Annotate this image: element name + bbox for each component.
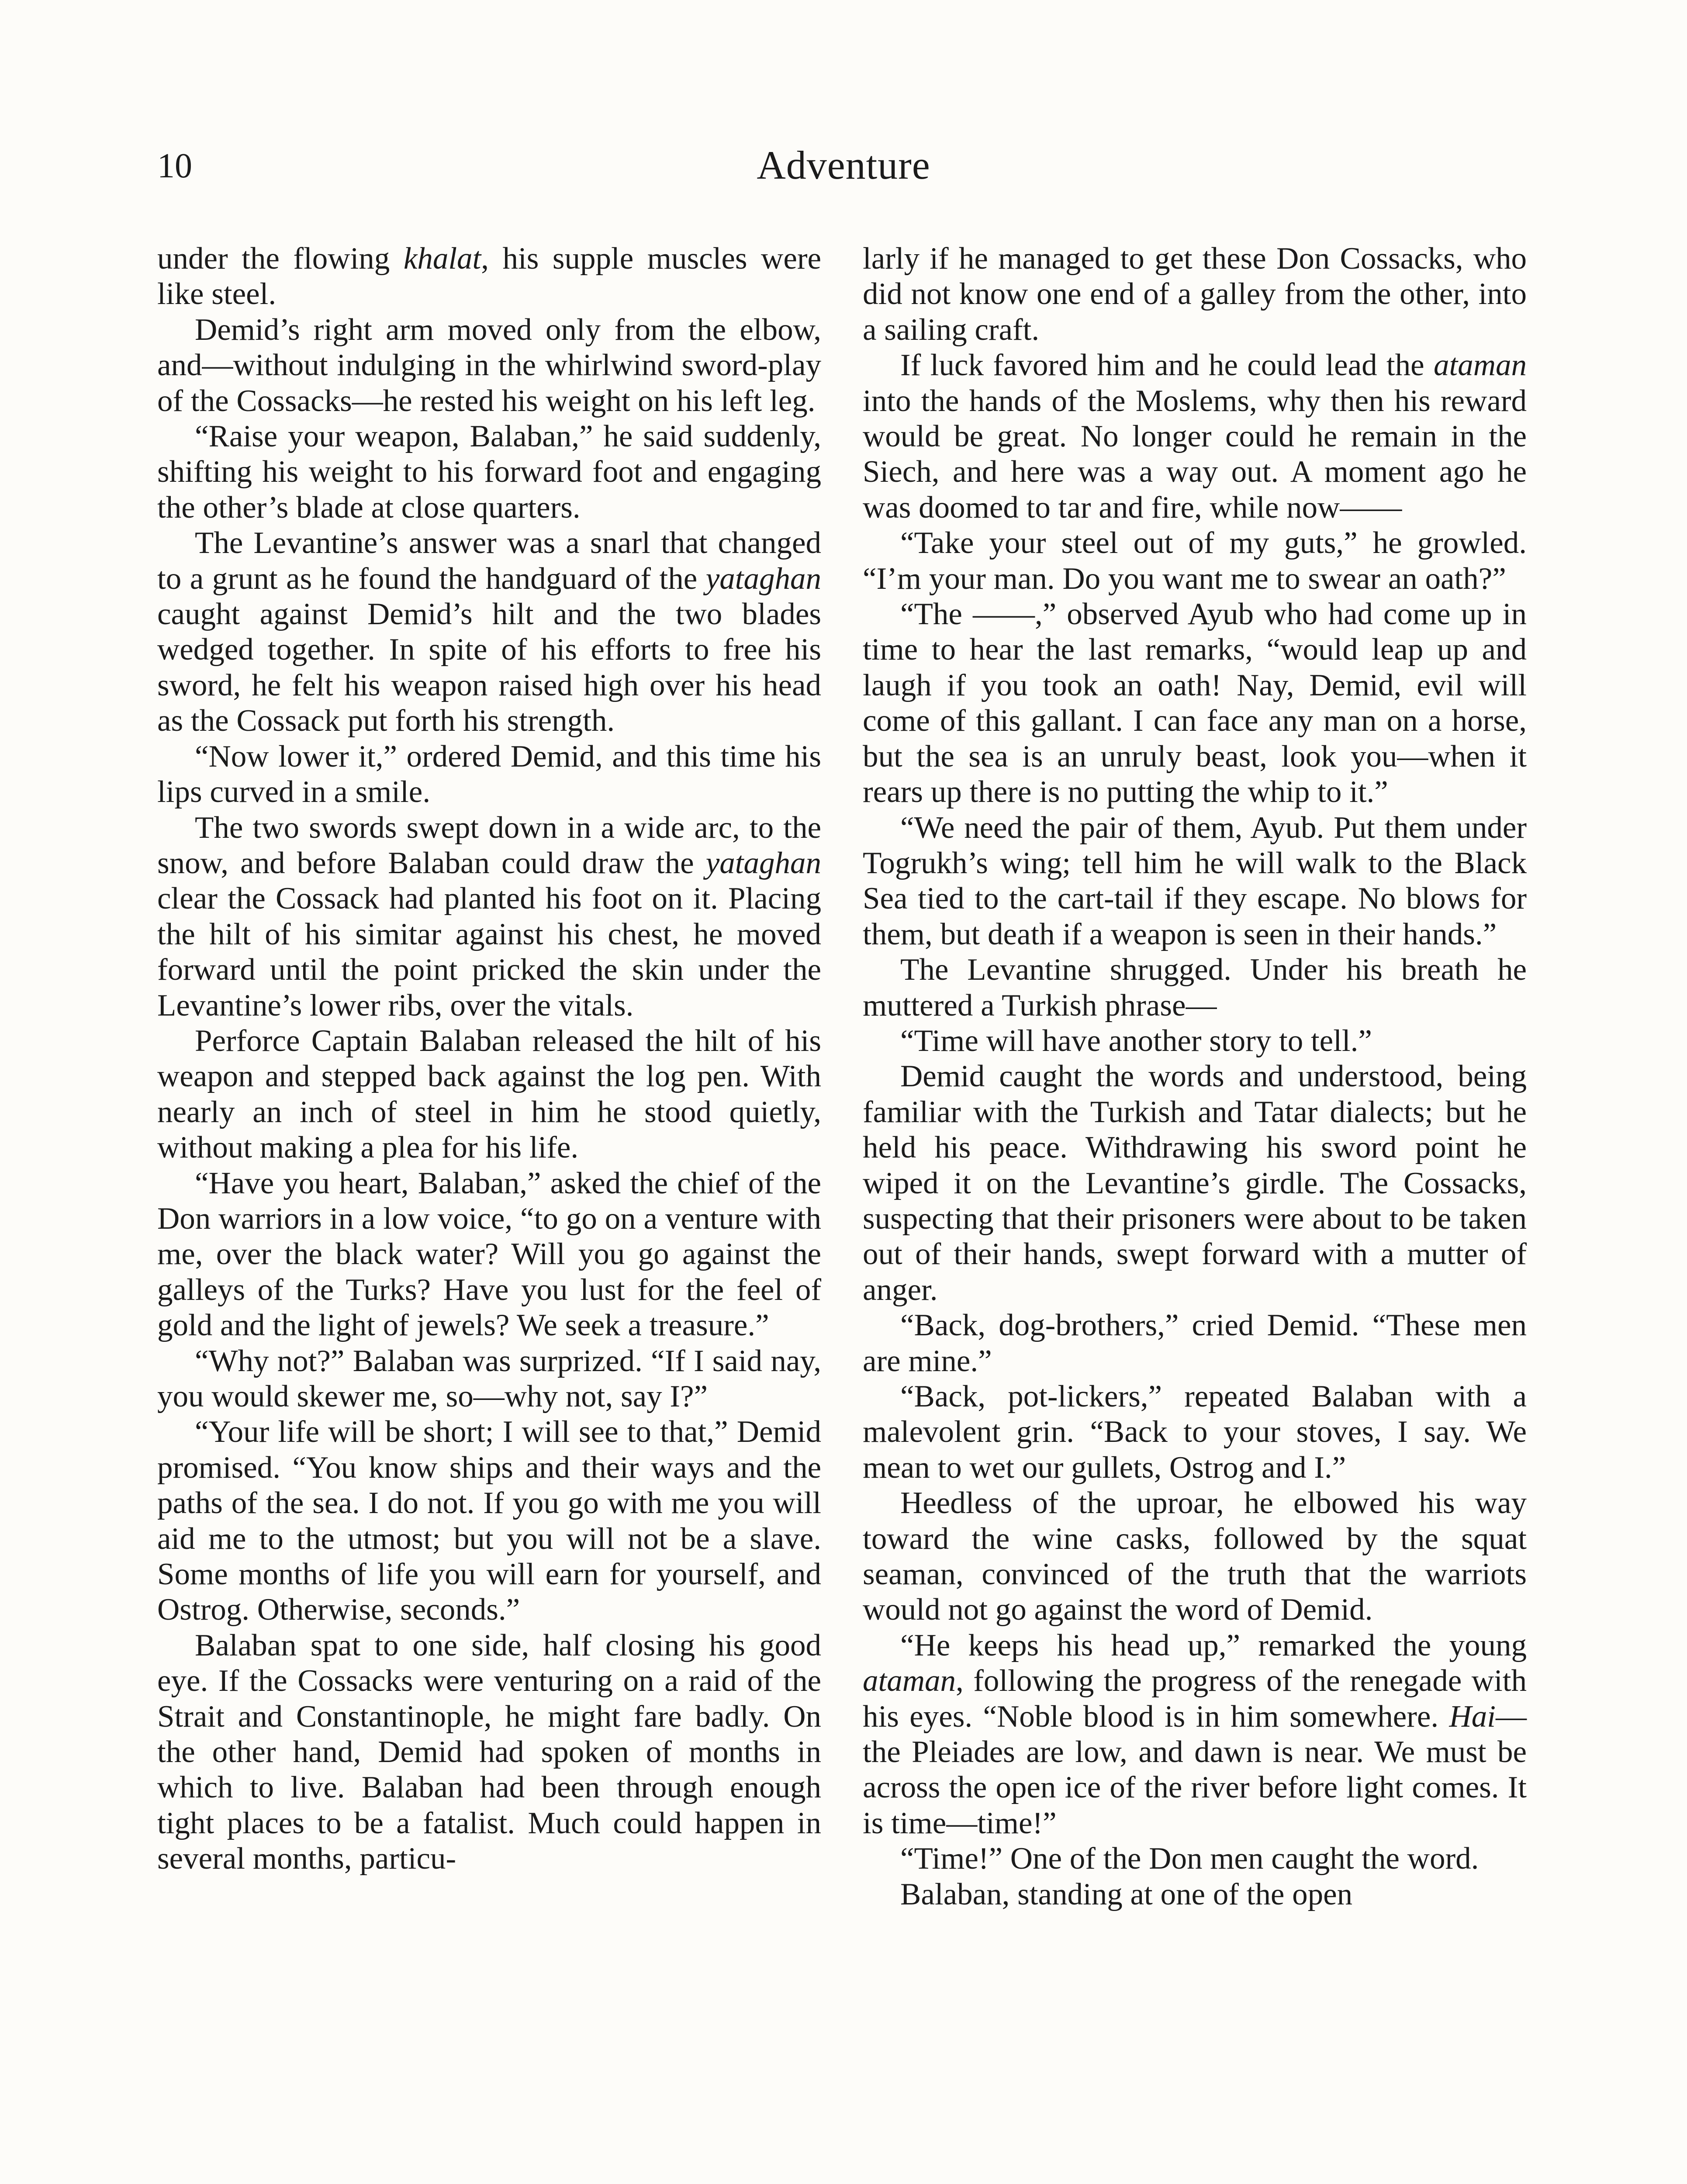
text-run: Balaban spat to one side, half closing his good eye. If the Cossacks were venturing on a raid of the Strait and Constantinople, he might fare badly. On the other hand, Demid had spoken of months in which to live. Balaban had been through enough tight places to be a fatalist. Much could happen in several months, particu- (157, 1628, 821, 1876)
italic-run: yataghan (705, 561, 821, 596)
text-run: “Time will have another story to tell.” (900, 1023, 1372, 1058)
text-run: “Take your steel out of my guts,” he growled. “I’m your man. Do you want me to swear an oath?” (863, 526, 1527, 596)
text-run: “Now lower it,” ordered Demid, and this time his lips curved in a smile. (157, 739, 821, 809)
text-run: “Back, pot-lickers,” repeated Balaban with a malevolent grin. “Back to your stoves, I say. We mean to wet our gullets, Ostrog and I.” (863, 1379, 1527, 1485)
paragraph (863, 525, 1527, 597)
italic-run: yataghan (705, 846, 821, 880)
text-run: “Raise your weapon, Balaban,” he said suddenly, shifting his weight to his forward foot and engaging the other’s blade at close quarters. (157, 419, 821, 525)
text-run: The Levantine’s answer was a snarl that changed to a grunt as he found the handguard of the (157, 526, 821, 596)
paragraph (863, 1841, 1527, 1876)
text-run: larly if he managed to get these Don Cossacks, who did not know one end of a galley from the other, into a sailing craft. (863, 242, 1527, 347)
running-title: Adventure (757, 143, 930, 187)
paragraph (157, 312, 821, 419)
italic-run: ataman (863, 1664, 956, 1698)
text-run: If luck favored him and he could lead the (900, 348, 1434, 383)
paragraph (157, 241, 821, 312)
paragraph (157, 419, 821, 525)
paragraph (157, 1023, 821, 1166)
text-column-right (863, 241, 1527, 1912)
text-run: The two swords swept down in a wide arc, to the snow, and before Balaban could draw the (157, 810, 821, 880)
text-run: “Have you heart, Balaban,” asked the chief of the Don warriors in a low voice, “to go on a venture with me, over the black water? Will you go against the galleys of the Turks? Have you lust for the feel of gold and the light of jewels? We seek a treasure.” (157, 1166, 821, 1343)
paragraph (863, 1308, 1527, 1379)
text-run: Demid’s right arm moved only from the elbow, and—without indulging in the whirlwind sword-play of the Cossacks—he rested his weight on his left leg. (157, 312, 821, 418)
text-run: “The ——,” observed Ayub who had come up in time to hear the last remarks, “would leap up and laugh if you took an oath! Nay, Demid, evil will come of this gallant. I can face any man on a horse, but the sea is an unruly beast, look you—when it rears up there is no putting the whip to it.” (863, 597, 1527, 809)
text-run: “Your life will be short; I will see to that,” Demid promised. “You know ships and their ways and the paths of the sea. I do not. If you go with me you will aid me to the utmost; but you will not be a slave. Some months of life you will earn for yourself, and Ostrog. Otherwise, seconds.” (157, 1415, 821, 1627)
text-run: —the Pleiades are low, and dawn is near. We must be across the open ice of the river before light comes. It is time—time!” (863, 1699, 1527, 1840)
text-run: , following the progress of the renegade with his eyes. “Noble blood is in him somewhere. (863, 1664, 1527, 1734)
paragraph (157, 525, 821, 739)
text-run: Heedless of the uproar, he elbowed his way toward the wine casks, followed by the squat seaman, convinced of the truth that the warriots would not go against the word of Demid. (863, 1486, 1527, 1627)
text-run: into the hands of the Moslems, why then his reward would be great. No longer could he remain in the Siech, and here was a way out. A moment ago he was doomed to tar and fire, while now—— (863, 384, 1527, 525)
paragraph (863, 952, 1527, 1023)
italic-run: ataman (1434, 348, 1527, 383)
paragraph (863, 1059, 1527, 1308)
paragraph (863, 1486, 1527, 1628)
paragraph (863, 810, 1527, 953)
text-run: under the flowing (157, 242, 404, 276)
text-run: The Levantine shrugged. Under his breath he muttered a Turkish phrase— (863, 953, 1527, 1023)
paragraph (863, 1877, 1527, 1912)
paragraph (863, 1628, 1527, 1841)
paragraph (863, 1023, 1527, 1059)
text-run: clear the Cossack had planted his foot on it. Placing the hilt of his simitar against his chest, he moved forward until the point pricked the skin under the Levantine’s lower ribs, over the vitals. (157, 881, 821, 1023)
paragraph (157, 1414, 821, 1628)
paragraph (157, 739, 821, 810)
paragraph (157, 1344, 821, 1415)
text-run: caught against Demid’s hilt and the two blades wedged together. In spite of his efforts to free his sword, he felt his weapon raised high over his head as the Cossack put forth his strength. (157, 597, 821, 738)
paragraph (863, 597, 1527, 810)
text-run: “Back, dog-brothers,” cried Demid. “These men are mine.” (863, 1308, 1527, 1378)
text-column-left (157, 241, 821, 1877)
paragraph (863, 241, 1527, 348)
paragraph (157, 1628, 821, 1877)
paragraph (157, 810, 821, 1023)
italic-run: khalat (403, 242, 481, 276)
text-run: Perforce Captain Balaban released the hilt of his weapon and stepped back against the log pen. With nearly an inch of steel in him he stood quietly, without making a plea for his life. (157, 1023, 821, 1165)
text-run: “Time!” One of the Don men caught the word. (900, 1842, 1479, 1876)
text-run: “We need the pair of them, Ayub. Put them under Togrukh’s wing; tell him he will walk to the Black Sea tied to the cart-tail if they escape. No blows for them, but death if a weapon is seen in their hands.” (863, 810, 1527, 951)
text-run: Balaban, standing at one of the open (900, 1877, 1353, 1911)
text-run: , his supple muscles were like steel. (157, 242, 821, 311)
text-run: “He keeps his head up,” remarked the young (900, 1628, 1527, 1662)
text-run: “Why not?” Balaban was surprized. “If I said nay, you would skewer me, so—why not, say I?” (157, 1344, 821, 1413)
page-number: 10 (157, 147, 192, 185)
italic-run: Hai (1449, 1699, 1496, 1734)
paragraph (863, 1379, 1527, 1486)
paragraph (157, 1166, 821, 1344)
text-run: Demid caught the words and understood, being familiar with the Turkish and Tatar dialects; but he held his peace. Withdrawing his sword point he wiped it on the Levantine’s girdle. The Cossacks, suspecting that their prisoners were about to be taken out of their hands, swept forward with a mutter of anger. (863, 1059, 1527, 1307)
paragraph (863, 348, 1527, 525)
